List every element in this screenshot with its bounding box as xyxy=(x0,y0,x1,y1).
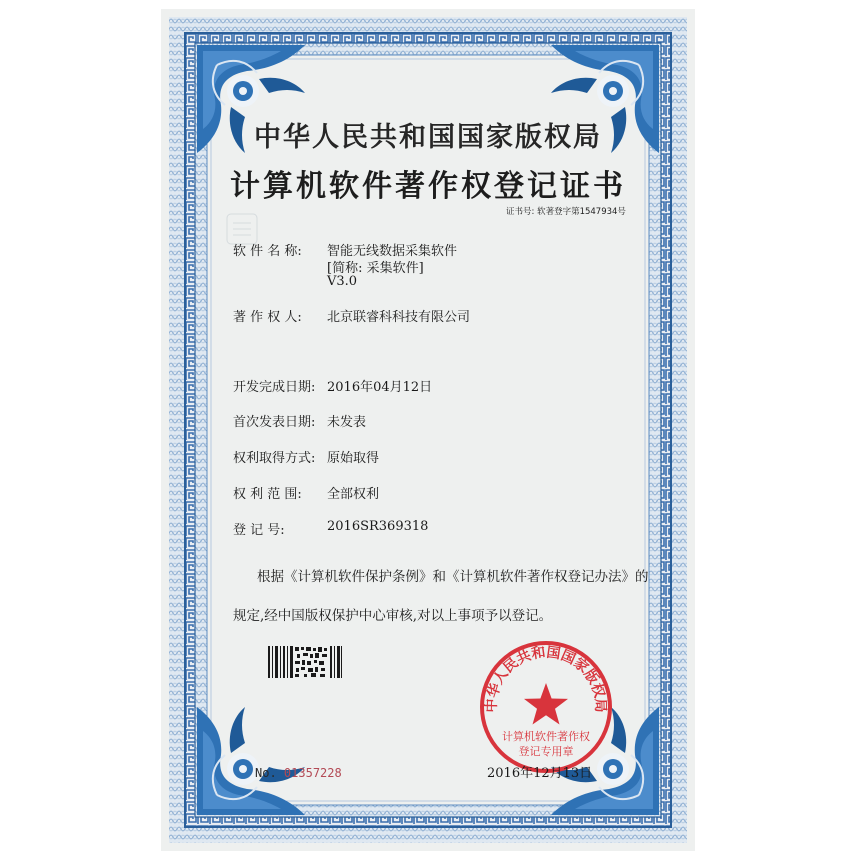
software-short-name: [简称: 采集软件] xyxy=(327,261,424,276)
statement-line-1: 根据《计算机软件保护条例》和《计算机软件著作权登记办法》的 xyxy=(257,569,649,585)
first-publication-date: 未发表 xyxy=(327,415,367,430)
software-name: 智能无线数据采集软件 xyxy=(327,244,458,259)
barcode xyxy=(267,645,343,679)
certificate-number-label: 证书号: xyxy=(506,207,535,217)
seal-ring-text: 中华人民共和国国家版权局 xyxy=(483,644,609,713)
issue-date: 2016年12月13日 xyxy=(487,766,593,781)
field-label-scope: 权 利 范 围: xyxy=(233,487,302,502)
certificate xyxy=(161,9,695,851)
rights-acquisition: 原始取得 xyxy=(327,451,380,466)
field-label-software-name: 软 件 名 称: xyxy=(233,244,302,259)
seal-inner-line-1: 计算机软件著作权 xyxy=(502,730,590,743)
serial-number-value: 01357228 xyxy=(283,766,342,780)
field-label-first-publication: 首次发表日期: xyxy=(233,415,316,430)
issuing-authority: 中华人民共和国国家版权局 xyxy=(254,122,602,153)
seal-inner-line-2: 登记专用章 xyxy=(518,745,574,758)
certificate-title: 计算机软件著作权登记证书 xyxy=(230,169,626,204)
seal-star xyxy=(524,683,568,725)
certificate-number xyxy=(506,205,626,217)
serial-number xyxy=(255,766,342,780)
official-seal xyxy=(476,637,616,777)
rights-scope: 全部权利 xyxy=(327,487,380,502)
field-label-registration-no: 登 记 号: xyxy=(233,523,285,538)
serial-number-label: No. xyxy=(255,766,277,780)
field-label-owner: 著 作 权 人: xyxy=(233,310,302,325)
software-version: V3.0 xyxy=(327,274,358,289)
copyright-owner: 北京联睿科科技有限公司 xyxy=(327,310,471,325)
certificate-number-value: 软著登字第1547934号 xyxy=(537,207,626,217)
field-label-acquisition: 权利取得方式: xyxy=(233,451,316,466)
completion-date: 2016年04月12日 xyxy=(327,380,433,395)
statement-line-2: 规定,经中国版权保护中心审核,对以上事项予以登记。 xyxy=(233,608,553,624)
field-label-completion-date: 开发完成日期: xyxy=(233,380,316,395)
registration-number: 2016SR369318 xyxy=(327,519,429,534)
